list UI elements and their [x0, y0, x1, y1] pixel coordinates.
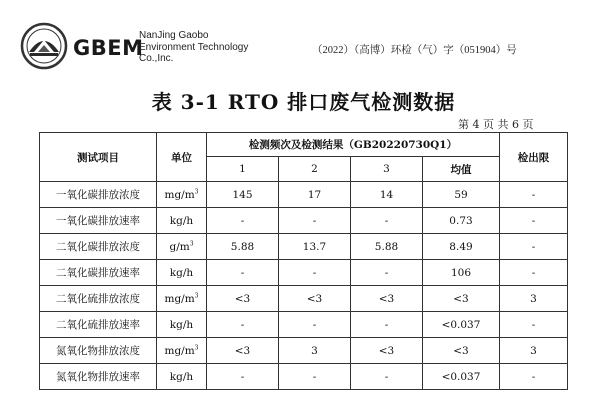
header-test-item: 测试项目 — [40, 133, 157, 182]
unit-superscript: 3 — [194, 344, 199, 351]
report-number: （2022）（高博）环检（气）字（051904）号 — [312, 45, 517, 56]
page-header — [0, 0, 607, 78]
table-body — [40, 182, 568, 390]
cell-result-2: 3 — [279, 338, 351, 364]
cell-result-3: 14 — [351, 182, 423, 208]
page-number: 第 4 页 共 6 页 — [458, 118, 534, 131]
company-name-line: Environment Technology — [139, 41, 249, 53]
cell-result-1: <3 — [207, 338, 279, 364]
cell-test-item: 一氧化碳排放速率 — [40, 208, 157, 234]
company-name — [139, 30, 248, 65]
cell-result-2: 13.7 — [279, 234, 351, 260]
table-header-row — [40, 133, 568, 157]
cell-unit — [157, 338, 207, 364]
unit-base: mg/m — [164, 344, 195, 357]
table-row — [40, 234, 568, 260]
cell-result-3: <3 — [351, 286, 423, 312]
cell-result-3: 5.88 — [351, 234, 423, 260]
cell-result-1: - — [207, 260, 279, 286]
cell-average: <3 — [423, 286, 500, 312]
header-detection-limit: 检出限 — [500, 133, 568, 182]
table-row — [40, 286, 568, 312]
company-name-line: NanJing Gaobo — [139, 30, 209, 41]
cell-unit — [157, 182, 207, 208]
cell-average: <0.037 — [423, 364, 500, 390]
cell-unit — [157, 234, 207, 260]
cell-detection-limit: 3 — [500, 338, 568, 364]
unit-base: kg/h — [169, 266, 194, 279]
unit-superscript: 3 — [189, 240, 194, 247]
cell-test-item: 二氧化碳排放浓度 — [40, 234, 157, 260]
cell-test-item: 一氧化碳排放浓度 — [40, 182, 157, 208]
cell-result-2: - — [279, 260, 351, 286]
cell-detection-limit: - — [500, 260, 568, 286]
company-logo-text: GBEM — [73, 36, 144, 60]
cell-result-3: - — [351, 208, 423, 234]
cell-detection-limit: 3 — [500, 286, 568, 312]
table-title: 表 3-1 RTO 排口废气检测数据 — [151, 90, 456, 114]
cell-result-1: - — [207, 208, 279, 234]
cell-result-1: - — [207, 312, 279, 338]
cell-result-2: <3 — [279, 286, 351, 312]
cell-detection-limit: - — [500, 234, 568, 260]
cell-detection-limit: - — [500, 208, 568, 234]
cell-detection-limit: - — [500, 364, 568, 390]
unit-base: kg/h — [169, 214, 194, 227]
cell-average: <0.037 — [423, 312, 500, 338]
unit-base: mg/m — [164, 188, 195, 201]
header-frequency-2: 2 — [279, 157, 351, 182]
cell-average: 0.73 — [423, 208, 500, 234]
emission-data-table — [39, 132, 568, 390]
cell-result-1: <3 — [207, 286, 279, 312]
header-average: 均值 — [423, 157, 500, 182]
cell-result-3: - — [351, 312, 423, 338]
table-row — [40, 338, 568, 364]
cell-result-1: 145 — [207, 182, 279, 208]
unit-base: mg/m — [164, 292, 195, 305]
cell-result-2: - — [279, 312, 351, 338]
table-row — [40, 208, 568, 234]
unit-base: kg/h — [169, 370, 194, 383]
cell-result-2: - — [279, 208, 351, 234]
header-frequency-1: 1 — [207, 157, 279, 182]
cell-unit — [157, 286, 207, 312]
cell-average: 59 — [423, 182, 500, 208]
cell-result-1: - — [207, 364, 279, 390]
cell-result-3: - — [351, 364, 423, 390]
cell-result-3: <3 — [351, 338, 423, 364]
cell-test-item: 氮氧化物排放速率 — [40, 364, 157, 390]
cell-average: 8.49 — [423, 234, 500, 260]
cell-test-item: 二氧化硫排放浓度 — [40, 286, 157, 312]
unit-base: kg/h — [169, 318, 194, 331]
header-frequency-3: 3 — [351, 157, 423, 182]
cell-result-2: - — [279, 364, 351, 390]
cell-test-item: 二氧化碳排放速率 — [40, 260, 157, 286]
cell-unit — [157, 208, 207, 234]
cell-test-item: 二氧化硫排放速率 — [40, 312, 157, 338]
cell-unit — [157, 312, 207, 338]
cell-average: 106 — [423, 260, 500, 286]
table-row — [40, 312, 568, 338]
unit-superscript: 3 — [194, 292, 199, 299]
cell-result-1: 5.88 — [207, 234, 279, 260]
header-unit: 单位 — [157, 133, 207, 182]
cell-unit — [157, 364, 207, 390]
cell-unit — [157, 260, 207, 286]
unit-superscript: 3 — [194, 188, 199, 195]
header-results-group: 检测频次及检测结果（GB20220730Q1） — [207, 133, 500, 157]
cell-test-item: 氮氧化物排放浓度 — [40, 338, 157, 364]
cell-result-3: - — [351, 260, 423, 286]
company-name-line: Co.,Inc. — [139, 53, 174, 64]
cell-result-2: 17 — [279, 182, 351, 208]
cell-detection-limit: - — [500, 182, 568, 208]
table-row — [40, 260, 568, 286]
unit-base: g/m — [169, 240, 190, 253]
company-logo-emblem — [20, 22, 68, 70]
table-row — [40, 364, 568, 390]
table-row — [40, 182, 568, 208]
cell-average: <3 — [423, 338, 500, 364]
cell-detection-limit: - — [500, 312, 568, 338]
